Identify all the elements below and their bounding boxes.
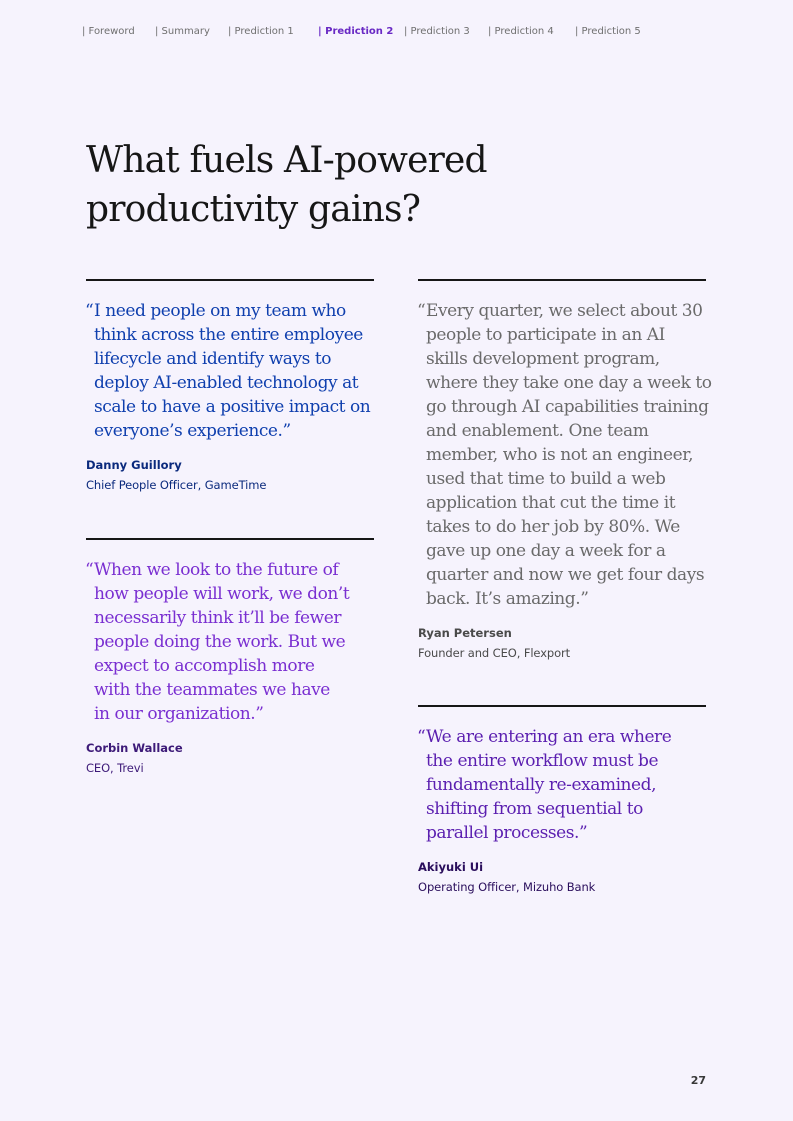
open-quote-mark: “ [85,301,94,321]
quote-block-guillory [86,279,374,493]
quote-line: necessarily think it’ll be fewer [94,608,342,628]
quote-line: how people will work, we don’t [94,584,350,604]
nav-link-prediction-3[interactable]: | Prediction 3 [404,26,470,37]
quote-line: back. It’s amazing.” [426,589,589,609]
quote-block-petersen [418,279,712,661]
quote-text [418,725,706,845]
quote-line: Every quarter, we select about 30 [426,301,703,321]
quote-line: and enablement. One team [426,421,649,441]
quote-line: We are entering an era where [426,727,672,747]
quote-line: When we look to the future of [94,560,339,580]
nav-link-prediction-4[interactable]: | Prediction 4 [488,26,554,37]
quote-divider [86,279,374,281]
quote-line: used that time to build a web [426,469,666,489]
quote-divider [86,538,374,540]
page-title-line-2: productivity gains? [86,189,421,230]
section-nav [82,26,682,40]
quote-line: takes to do her job by 80%. We [426,517,680,537]
quote-line: in our organization.” [94,704,264,724]
quote-line: quarter and now we get four days [426,565,705,585]
open-quote-mark: “ [417,727,426,747]
quote-line: fundamentally re-examined, [426,775,657,795]
quote-line: scale to have a positive impact on [94,397,371,417]
page-number: 27 [690,1074,706,1087]
quote-line: member, who is not an engineer, [426,445,694,465]
quote-line: lifecycle and identify ways to [94,349,332,369]
quote-line: expect to accomplish more [94,656,315,676]
quote-line: skills development program, [426,349,660,369]
open-quote-mark: “ [85,560,94,580]
quote-block-wallace [86,538,374,776]
quote-line: where they take one day a week to [426,373,712,393]
page-title-line-1: What fuels AI-powered [86,140,487,181]
nav-link-prediction-2[interactable]: | Prediction 2 [318,26,394,37]
quote-line: gave up one day a week for a [426,541,666,561]
quote-line: everyone’s experience.” [94,421,291,441]
quote-author-name: Danny Guillory [86,458,182,472]
quote-line: parallel processes.” [426,823,588,843]
quote-line: I need people on my team who [94,301,346,321]
quote-line: think across the entire employee [94,325,363,345]
nav-link-prediction-5[interactable]: | Prediction 5 [575,26,641,37]
quote-divider [418,279,706,281]
quote-text [86,299,374,443]
nav-link-prediction-1[interactable]: | Prediction 1 [228,26,294,37]
quote-author-name: Corbin Wallace [86,741,183,755]
page-title [86,136,606,234]
quote-line: the entire workflow must be [426,751,659,771]
quote-line: people to participate in an AI [426,325,665,345]
open-quote-mark: “ [417,301,426,321]
quote-author-name: Ryan Petersen [418,626,512,640]
quote-line: deploy AI-enabled technology at [94,373,359,393]
nav-link-summary[interactable]: | Summary [155,26,210,37]
quote-author-title: Chief People Officer, GameTime [86,478,267,492]
quote-line: shifting from sequential to [426,799,643,819]
quote-divider [418,705,706,707]
quote-line: application that cut the time it [426,493,676,513]
quote-line: with the teammates we have [94,680,330,700]
quote-author-title: Operating Officer, Mizuho Bank [418,880,596,894]
quote-text [418,299,712,611]
nav-link-foreword[interactable]: | Foreword [82,26,135,37]
quote-block-ui [418,705,706,895]
quote-author-title: Founder and CEO, Flexport [418,646,571,660]
quote-author-title: CEO, Trevi [86,761,144,775]
quote-line: go through AI capabilities training [426,397,709,417]
quote-line: people doing the work. But we [94,632,346,652]
quote-text [86,558,374,726]
quote-author-name: Akiyuki Ui [418,860,484,874]
